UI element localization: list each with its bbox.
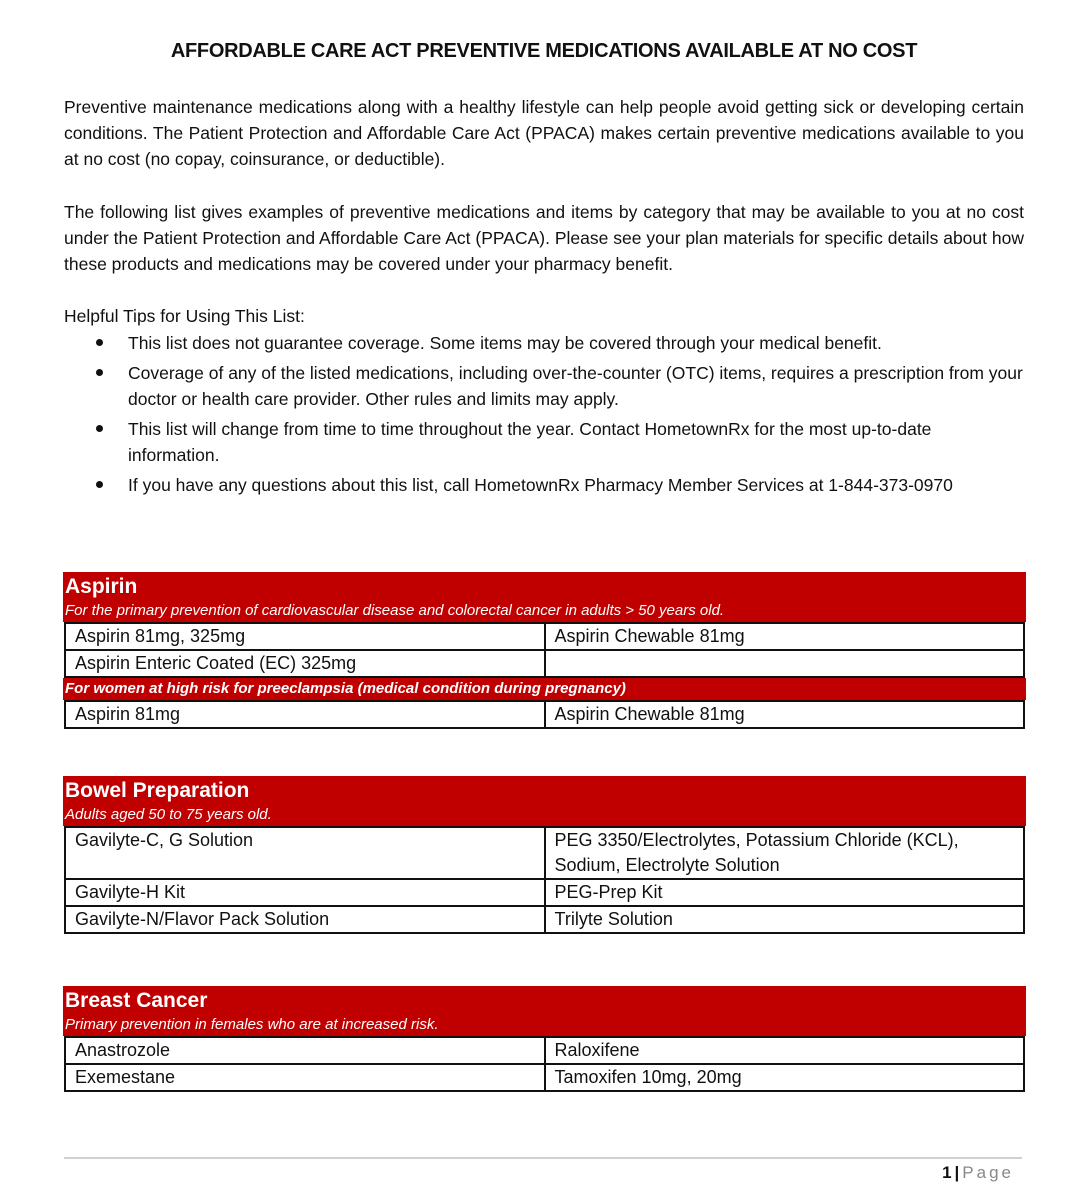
tip-text: This list does not guarantee coverage. Some items may be covered through your medical benefit. [128,333,882,353]
tip-text: This list will change from time to time throughout the year. Contact HometownRx for the most up-to-date information. [128,419,932,465]
bullet-icon [96,425,103,432]
page-label: Page [962,1163,1014,1182]
medication-table [64,622,1025,678]
page-separator: | [954,1163,960,1182]
table-row [65,1037,1024,1064]
tip-item [64,330,1024,356]
medication-cell: Gavilyte-C, G Solution [65,827,545,879]
bullet-icon [96,369,103,376]
medication-cell: PEG 3350/Electrolytes, Potassium Chloride (KCL), Sodium, Electrolyte Solution [545,827,1025,879]
page-number-value: 1 [942,1163,952,1182]
section-title: Breast Cancer [65,989,208,1012]
medication-cell: Aspirin Chewable 81mg [545,701,1025,728]
tip-text: Coverage of any of the listed medications, including over-the-counter (OTC) items, requires a prescription from your doctor or health care provider. Other rules and limits may apply. [128,363,1023,409]
page-number [942,1163,1014,1183]
document-title: AFFORDABLE CARE ACT PREVENTIVE MEDICATIONS AVAILABLE AT NO COST [170,40,918,62]
table-row [65,701,1024,728]
table-row [65,1064,1024,1091]
section-subtitle: Adults aged 50 to 75 years old. [65,806,272,823]
section-subtitle: Primary prevention in females who are at increased risk. [65,1016,439,1033]
medication-cell: PEG-Prep Kit [545,879,1025,906]
medication-table [64,700,1025,729]
table-row [65,650,1024,677]
table-row [65,827,1024,879]
section-title: Aspirin [65,575,138,598]
medication-cell: Exemestane [65,1064,545,1091]
tip-item [64,416,1024,468]
section-title: Bowel Preparation [65,779,250,802]
section-header [63,986,1026,1036]
table-row [65,906,1024,933]
medication-cell [545,650,1025,677]
tip-item [64,360,1024,412]
medication-cell: Anastrozole [65,1037,545,1064]
section-subtitle: For the primary prevention of cardiovascular disease and colorectal cancer in adults > 50 years old. [65,602,725,619]
footer-divider [64,1157,1022,1159]
section-bowel-preparation [63,776,1026,934]
bullet-icon [96,339,103,346]
medication-cell: Raloxifene [545,1037,1025,1064]
medication-table [64,1036,1025,1092]
intro-paragraph: The following list gives examples of preventive medications and items by category that may be available to you at no cost under the Patient Protection and Affordable Care Act (PPACA). Please see your plan materials for specific details about how these products and medications may be covered under your pharmacy benefit. [64,202,1024,274]
section-header [63,572,1026,622]
medication-cell: Aspirin 81mg [65,701,545,728]
subgroup-header: For women at high risk for preeclampsia (medical condition during pregnancy) [63,678,1026,700]
medication-cell: Aspirin Enteric Coated (EC) 325mg [65,650,545,677]
bullet-icon [96,481,103,488]
tip-text: If you have any questions about this list, call HometownRx Pharmacy Member Services at 1-844-373-0970 [128,475,953,495]
tip-item [64,472,1024,498]
table-row [65,879,1024,906]
section-aspirin [63,572,1026,729]
medication-cell: Aspirin 81mg, 325mg [65,623,545,650]
medication-cell: Trilyte Solution [545,906,1025,933]
intro-paragraph: Preventive maintenance medications along with a healthy lifestyle can help people avoid getting sick or developing certain conditions. The Patient Protection and Affordable Care Act (PPACA) makes certain preventive medications available to you at no cost (no copay, coinsurance, or deductible). [64,97,1024,169]
medication-table [64,826,1025,934]
section-breast-cancer [63,986,1026,1092]
section-header [63,776,1026,826]
medication-cell: Gavilyte-N/Flavor Pack Solution [65,906,545,933]
medication-cell: Tamoxifen 10mg, 20mg [545,1064,1025,1091]
tips-heading: Helpful Tips for Using This List: [64,306,305,326]
medication-cell: Aspirin Chewable 81mg [545,623,1025,650]
table-row [65,623,1024,650]
medication-cell: Gavilyte-H Kit [65,879,545,906]
tips-list [64,330,1024,502]
